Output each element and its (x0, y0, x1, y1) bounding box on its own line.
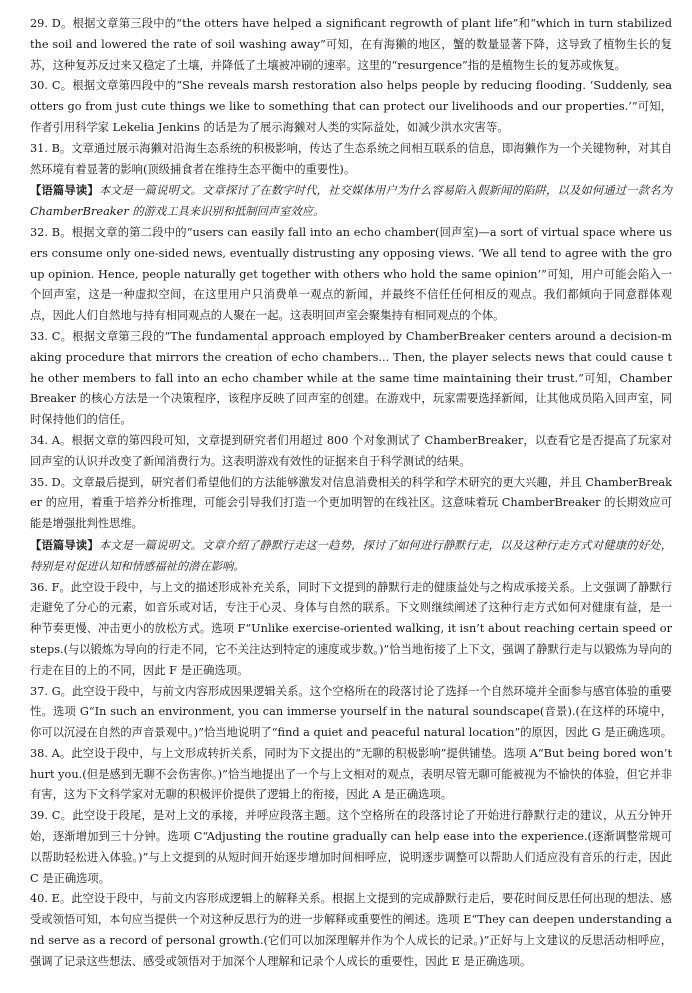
answer-label: 33. C。 (30, 329, 73, 343)
answer-text: 根据文章第三段的“The fundamental approach employed by ChamberBreaker centers around a decision-making procedure that mirrors the creation of echo chambers... Then, the player selects news that could cause the other members to fall into an echo chamber while at the same time maintaining their trust.”可知，ChamberBreaker 的核心方法是一个决策程序，该程序反映了回声室的创建。在游戏中，玩家需要选择新闻，让其他成员陷入回声室，同时保持他们的信任。 (30, 329, 672, 427)
answer-item-35 (30, 473, 672, 535)
answer-item-32 (30, 223, 672, 327)
answer-label: 31. B。 (30, 141, 72, 155)
answer-item-39 (30, 806, 672, 889)
answer-text: 此空设于段尾，是对上文的承接，并呼应段落主题。这个空格所在的段落讨论了开始进行静默行走的建议，从五分钟开始，逐渐增加到三十分钟。选项 C“Adjusting the routine gradually can help ease into the experience.(逐渐调整常规可以帮助轻松进入体验。)”与上文提到的从短时间开始逐步增加时间相呼应，说明逐步调整可以帮助人们适应没有音乐的行走，因此 C 是正确选项。 (30, 809, 672, 885)
guide-text: 本文是一篇说明文。文章介绍了静默行走这一趋势，探讨了如何进行静默行走，以及这种行走方式对健康的好处，特别是对促进认知和情感福祉的潜在影响。 (30, 538, 672, 573)
answer-label: 37. G。 (30, 684, 72, 698)
answer-text: 文章通过展示海獭对沿海生态系统的积极影响，传达了生态系统之间相互联系的信息，即海獭作为一个关键物种，对其自然环境有着显著的影响(顶级捕食者在维持生态平衡中的重要性)。 (30, 141, 673, 176)
answer-item-37 (30, 682, 672, 744)
answer-label: 39. C。 (30, 809, 73, 823)
answer-text: 根据文章的第四段可知，文章提到研究者们用超过 800 个对象测试了 ChamberBreaker，以查看它是否提高了玩家对回声室的认识并改变了新闻消费行为。这表明游戏有效性的证据来自于科学测试的结果。 (30, 433, 673, 468)
passage-guide-2 (30, 535, 672, 578)
answer-item-29 (30, 14, 672, 76)
answer-item-30 (30, 76, 672, 138)
answer-label: 36. F。 (30, 580, 71, 594)
passage-guide-1 (30, 180, 672, 223)
answer-label: 40. E。 (30, 892, 72, 906)
answer-item-38 (30, 744, 672, 806)
answer-text: 此空设于段中，与上文的描述形成补充关系，同时下文提到的静默行走的健康益处与之构成承接关系。上文强调了静默行走避免了分心的元素，如音乐或对话，专注于心灵、身体与自然的联系。下文则继续阐述了这种行走方式如何对健康有益，是一种节奏更慢、冲击更小的放松方式。选项 F“Unlike exercise-oriented walking, it isn’t about reaching certain speed or steps.(与以锻炼为导向的行走不同，它不关注达到特定的速度或步数。)”恰当地衔接了上下文，强调了静默行走与以锻炼为导向的行走在目的上的不同，因此 F 是正确选项。 (30, 580, 672, 677)
answer-label: 29. D。 (30, 17, 73, 30)
answer-item-36 (30, 578, 672, 682)
answer-text: 根据文章第四段中的“She reveals marsh restoration also helps people by reducing flooding. ‘Suddenly, sea otters go from just cute things we like to something that can protect our livelihoods and our properties.’”可知，作者引用科学家 Lekelia Jenkins 的话是为了展示海獭对人类的实际益处，如减少洪水灾害等。 (30, 79, 673, 134)
guide-tag: 【语篇导读】 (30, 183, 99, 198)
answer-label: 34. A。 (30, 433, 72, 447)
answer-label: 38. A。 (30, 746, 72, 760)
answer-item-33 (30, 327, 672, 431)
answer-text: 此空设于段中，与上文形成转折关系，同时为下文提出的“无聊的积极影响”提供铺垫。选项 A“But being bored won’t hurt you.(但是感到无聊不会伤害你。)”恰当地提出了一个与上文相对的观点，表明尽管无聊可能被视为不愉快的体验，但它并非有害，这为下文科学家对无聊的积极评价提供了逻辑上的衔接，因此 A 是正确选项。 (30, 746, 673, 802)
answer-text: 此空设于段中，与前文内容形成因果逻辑关系。这个空格所在的段落讨论了选择一个自然环境并全面参与感官体验的重要性。选项 G“In such an environment, you can immerse yourself in the natural soundscape(音景).(在这样的环境中，你可以沉浸在自然的声音景观中。)”恰当地说明了“find a quiet and peaceful natural location”的原因，因此 G 是正确选项。 (30, 684, 673, 740)
answer-text: 文章最后提到，研究者们希望他们的方法能够激发对信息消费相关的科学和学术研究的更大兴趣，并且 ChamberBreaker 的应用，着重于培养分析推理，可能会引导我们打造一个更加明智的在线社区。这意味着玩 ChamberBreaker 的长期效应可能是增强批判性思维。 (30, 475, 673, 531)
answer-text: 根据文章的第二段中的“users can easily fall into an echo chamber(回声室)—a sort of virtual space where users consume only one-sided news, eventually distrusting any opposing views. ‘We all tend to agree with the group opinion. Hence, people naturally get together with others who hold the same opinion’”可知，用户可能会陷入一个回声室，这是一种虚拟空间，在这里用户只消费单一观点的新闻，并最终不信任任何相反的观点。我们都倾向于同意群体观点，因此人们自然地与持有相同观点的人聚在一起。这表明回声室会聚集持有相同观点的个体。 (30, 225, 672, 323)
guide-text: 本文是一篇说明文。文章探讨了在数字时代，社交媒体用户为什么容易陷入假新闻的陷阱，以及如何通过一款名为 ChamberBreaker 的游戏工具来识别和抵制回声室效应。 (30, 184, 672, 219)
answer-label: 35. D。 (30, 475, 73, 489)
answer-item-34 (30, 431, 672, 473)
answer-text: 根据文章第三段中的“the otters have helped a significant regrowth of plant life”和“which in turn stabilized the soil and lowered the rate of soil washing away”可知，在有海獭的地区，蟹的数量显著下降，这导致了植物生长的复苏，这种复苏反过来又稳定了土壤，并降低了土壤被冲刷的速率。这里的“resurgence”指的是植物生长的复苏或恢复。 (30, 17, 672, 72)
answer-label: 30. C。 (30, 79, 73, 93)
answer-item-40 (30, 889, 672, 972)
answer-text: 此空设于段中，与前文内容形成逻辑上的解释关系。根据上文提到的完成静默行走后，要花时间反思任何出现的想法、感受或领悟可知，本句应当提供一个对这种反思行为的进一步解释或重要性的阐述。选项 E“They can deepen understanding and serve as a record of personal growth.(它们可以加深理解并作为个人成长的记录。)”正好与上文建议的反思活动相呼应，强调了记录这些想法、感受或领悟对于加深个人理解和记录个人成长的重要性，因此 E 是正确选项。 (30, 892, 672, 968)
answer-explanations-page (30, 14, 672, 973)
answer-item-31 (30, 139, 672, 181)
guide-tag: 【语篇导读】 (30, 537, 99, 552)
answer-label: 32. B。 (30, 225, 72, 239)
